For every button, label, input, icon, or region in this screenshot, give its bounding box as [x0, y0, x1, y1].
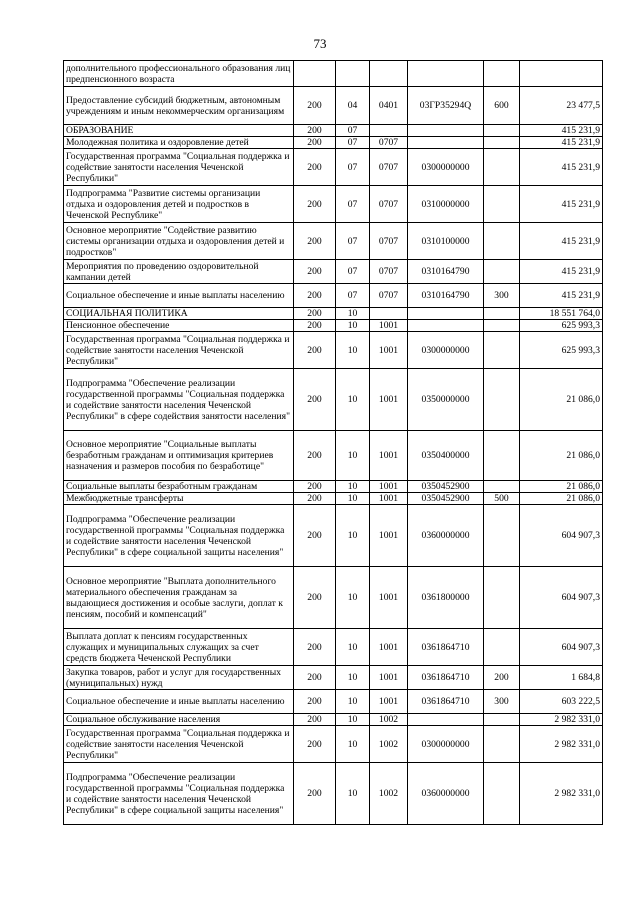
cell-section-code: 10	[336, 431, 370, 481]
cell-amount: 415 231,9	[520, 223, 603, 260]
budget-table	[63, 60, 603, 825]
cell-subsection-code: 1002	[370, 726, 408, 763]
cell-section-code: 07	[336, 284, 370, 308]
cell-amount: 415 231,9	[520, 149, 603, 186]
cell-name: Основное мероприятие "Выплата дополнительного материального обеспечения гражданам за выдающиеся достижения и особые заслуги, доплат к пенсиям, пособий и компенсаций"	[64, 567, 294, 629]
cell-section-code: 10	[336, 493, 370, 505]
cell-expense-type	[484, 260, 520, 284]
cell-ministry-code: 200	[294, 149, 336, 186]
cell-ministry-code: 200	[294, 308, 336, 320]
cell-target-article: 0350452900	[408, 481, 484, 493]
cell-amount: 23 477,5	[520, 87, 603, 125]
table-row	[64, 149, 603, 186]
cell-target-article: 0300000000	[408, 726, 484, 763]
table-row	[64, 505, 603, 567]
cell-ministry-code: 200	[294, 714, 336, 726]
cell-ministry-code: 200	[294, 690, 336, 714]
cell-ministry-code: 200	[294, 629, 336, 666]
table-row	[64, 567, 603, 629]
cell-subsection-code: 1001	[370, 690, 408, 714]
cell-ministry-code	[294, 61, 336, 87]
cell-ministry-code: 200	[294, 369, 336, 431]
cell-target-article: 0350400000	[408, 431, 484, 481]
cell-section-code: 10	[336, 690, 370, 714]
cell-ministry-code: 200	[294, 726, 336, 763]
table-row	[64, 137, 603, 149]
cell-name: Пенсионное обеспечение	[64, 320, 294, 332]
cell-section-code: 10	[336, 666, 370, 690]
cell-ministry-code: 200	[294, 186, 336, 223]
cell-section-code: 07	[336, 149, 370, 186]
cell-target-article	[408, 137, 484, 149]
cell-expense-type	[484, 61, 520, 87]
cell-subsection-code: 0707	[370, 284, 408, 308]
cell-ministry-code: 200	[294, 763, 336, 825]
cell-expense-type	[484, 125, 520, 137]
cell-section-code: 10	[336, 369, 370, 431]
cell-amount: 415 231,9	[520, 137, 603, 149]
cell-subsection-code	[370, 125, 408, 137]
cell-subsection-code: 1001	[370, 493, 408, 505]
cell-target-article	[408, 308, 484, 320]
cell-target-article: 0360000000	[408, 763, 484, 825]
table-row	[64, 320, 603, 332]
cell-amount: 604 907,3	[520, 505, 603, 567]
cell-name: Подпрограмма "Развитие системы организации отдыха и оздоровления детей и подростков в Чеченской Республике"	[64, 186, 294, 223]
table-row	[64, 714, 603, 726]
cell-name: Предоставление субсидий бюджетным, автономным учреждениям и иным некоммерческим организациям	[64, 87, 294, 125]
cell-amount: 625 993,3	[520, 320, 603, 332]
cell-ministry-code: 200	[294, 666, 336, 690]
cell-ministry-code: 200	[294, 87, 336, 125]
cell-expense-type	[484, 137, 520, 149]
table-row	[64, 125, 603, 137]
cell-target-article: 03ГР35294Q	[408, 87, 484, 125]
cell-expense-type	[484, 629, 520, 666]
cell-section-code: 10	[336, 505, 370, 567]
table-row	[64, 61, 603, 87]
cell-amount: 2 982 331,0	[520, 763, 603, 825]
cell-expense-type	[484, 726, 520, 763]
cell-amount: 21 086,0	[520, 431, 603, 481]
cell-amount: 415 231,9	[520, 260, 603, 284]
cell-amount: 415 231,9	[520, 186, 603, 223]
cell-name: Государственная программа "Социальная поддержка и содействие занятости населения Чеченской Республики"	[64, 149, 294, 186]
cell-expense-type	[484, 320, 520, 332]
cell-name: Социальное обеспечение и иные выплаты населению	[64, 690, 294, 714]
cell-name: Межбюджетные трансферты	[64, 493, 294, 505]
cell-name: Основное мероприятие "Содействие развитию системы организации отдыха и оздоровления детей и подростков"	[64, 223, 294, 260]
cell-expense-type: 200	[484, 666, 520, 690]
cell-subsection-code: 1001	[370, 481, 408, 493]
cell-ministry-code: 200	[294, 431, 336, 481]
cell-subsection-code: 0707	[370, 149, 408, 186]
cell-section-code: 04	[336, 87, 370, 125]
cell-expense-type	[484, 369, 520, 431]
cell-expense-type	[484, 308, 520, 320]
cell-name: дополнительного профессионального образования лиц предпенсионного возраста	[64, 61, 294, 87]
cell-name: СОЦИАЛЬНАЯ ПОЛИТИКА	[64, 308, 294, 320]
cell-subsection-code	[370, 61, 408, 87]
table-row	[64, 284, 603, 308]
cell-name: Молодежная политика и оздоровление детей	[64, 137, 294, 149]
cell-expense-type	[484, 223, 520, 260]
cell-subsection-code: 1002	[370, 714, 408, 726]
cell-target-article: 0310000000	[408, 186, 484, 223]
cell-target-article: 0361864710	[408, 690, 484, 714]
cell-target-article	[408, 714, 484, 726]
cell-expense-type	[484, 186, 520, 223]
cell-ministry-code: 200	[294, 493, 336, 505]
cell-amount: 604 907,3	[520, 629, 603, 666]
cell-amount: 415 231,9	[520, 125, 603, 137]
cell-subsection-code: 0707	[370, 260, 408, 284]
cell-ministry-code: 200	[294, 505, 336, 567]
cell-subsection-code: 1001	[370, 666, 408, 690]
cell-ministry-code: 200	[294, 320, 336, 332]
cell-subsection-code: 1001	[370, 369, 408, 431]
table-row	[64, 629, 603, 666]
cell-target-article: 0350000000	[408, 369, 484, 431]
cell-ministry-code: 200	[294, 223, 336, 260]
cell-amount: 2 982 331,0	[520, 714, 603, 726]
cell-ministry-code: 200	[294, 567, 336, 629]
cell-subsection-code: 0707	[370, 223, 408, 260]
table-row	[64, 332, 603, 369]
table-row	[64, 186, 603, 223]
cell-amount: 2 982 331,0	[520, 726, 603, 763]
table-row	[64, 223, 603, 260]
cell-section-code: 10	[336, 714, 370, 726]
cell-name: Подпрограмма "Обеспечение реализации государственной программы "Социальная поддержка и содействие занятости населения Чеченской Республики" в сфере социальной защиты населения"	[64, 763, 294, 825]
cell-name: Социальные выплаты безработным гражданам	[64, 481, 294, 493]
cell-amount: 21 086,0	[520, 493, 603, 505]
cell-expense-type	[484, 763, 520, 825]
cell-expense-type	[484, 481, 520, 493]
cell-target-article: 0300000000	[408, 332, 484, 369]
cell-section-code: 10	[336, 567, 370, 629]
cell-subsection-code: 0707	[370, 137, 408, 149]
cell-amount: 604 907,3	[520, 567, 603, 629]
cell-section-code	[336, 61, 370, 87]
cell-section-code: 10	[336, 481, 370, 493]
cell-section-code: 07	[336, 260, 370, 284]
cell-name: Социальное обеспечение и иные выплаты населению	[64, 284, 294, 308]
table-row	[64, 431, 603, 481]
cell-subsection-code	[370, 308, 408, 320]
cell-subsection-code: 0707	[370, 186, 408, 223]
cell-target-article: 0350452900	[408, 493, 484, 505]
table-row	[64, 763, 603, 825]
cell-expense-type	[484, 567, 520, 629]
cell-target-article: 0310100000	[408, 223, 484, 260]
cell-expense-type: 300	[484, 690, 520, 714]
cell-subsection-code: 1001	[370, 567, 408, 629]
cell-target-article	[408, 61, 484, 87]
table-row	[64, 726, 603, 763]
page-number: 73	[313, 36, 327, 51]
cell-ministry-code: 200	[294, 284, 336, 308]
cell-amount: 625 993,3	[520, 332, 603, 369]
cell-expense-type: 600	[484, 87, 520, 125]
cell-target-article	[408, 125, 484, 137]
cell-target-article: 0300000000	[408, 149, 484, 186]
table-row	[64, 369, 603, 431]
cell-section-code: 07	[336, 137, 370, 149]
cell-section-code: 10	[336, 726, 370, 763]
cell-name: Подпрограмма "Обеспечение реализации государственной программы "Социальная поддержка и содействие занятости населения Чеченской Республики" в сфере содействия занятости населения"	[64, 369, 294, 431]
cell-ministry-code: 200	[294, 481, 336, 493]
cell-name: Социальное обслуживание населения	[64, 714, 294, 726]
cell-expense-type: 300	[484, 284, 520, 308]
cell-amount: 21 086,0	[520, 369, 603, 431]
budget-table-body	[64, 61, 603, 825]
cell-ministry-code: 200	[294, 332, 336, 369]
table-row	[64, 308, 603, 320]
cell-expense-type	[484, 332, 520, 369]
cell-amount: 18 551 764,0	[520, 308, 603, 320]
cell-target-article: 0361864710	[408, 666, 484, 690]
cell-section-code: 10	[336, 332, 370, 369]
cell-expense-type: 500	[484, 493, 520, 505]
cell-amount	[520, 61, 603, 87]
cell-name: Государственная программа "Социальная поддержка и содействие занятости населения Чеченской Республики"	[64, 726, 294, 763]
cell-name: Подпрограмма "Обеспечение реализации государственной программы "Социальная поддержка и содействие занятости населения Чеченской Республики" в сфере социальной защиты населения"	[64, 505, 294, 567]
cell-section-code: 10	[336, 763, 370, 825]
cell-target-article: 0310164790	[408, 260, 484, 284]
cell-subsection-code: 1001	[370, 332, 408, 369]
cell-subsection-code: 0401	[370, 87, 408, 125]
cell-section-code: 07	[336, 125, 370, 137]
cell-name: Государственная программа "Социальная поддержка и содействие занятости населения Чеченской Республики"	[64, 332, 294, 369]
cell-subsection-code: 1002	[370, 763, 408, 825]
cell-name: Мероприятия по проведению оздоровительной кампании детей	[64, 260, 294, 284]
table-row	[64, 481, 603, 493]
cell-amount: 415 231,9	[520, 284, 603, 308]
cell-amount: 603 222,5	[520, 690, 603, 714]
cell-section-code: 10	[336, 308, 370, 320]
cell-subsection-code: 1001	[370, 629, 408, 666]
cell-section-code: 10	[336, 320, 370, 332]
table-row	[64, 260, 603, 284]
cell-subsection-code: 1001	[370, 431, 408, 481]
cell-target-article: 0361800000	[408, 567, 484, 629]
cell-target-article: 0310164790	[408, 284, 484, 308]
cell-ministry-code: 200	[294, 260, 336, 284]
cell-target-article	[408, 320, 484, 332]
cell-target-article: 0360000000	[408, 505, 484, 567]
cell-section-code: 07	[336, 186, 370, 223]
table-row	[64, 493, 603, 505]
cell-amount: 1 684,8	[520, 666, 603, 690]
cell-expense-type	[484, 714, 520, 726]
cell-ministry-code: 200	[294, 137, 336, 149]
table-row	[64, 87, 603, 125]
cell-amount: 21 086,0	[520, 481, 603, 493]
cell-expense-type	[484, 149, 520, 186]
cell-subsection-code: 1001	[370, 505, 408, 567]
cell-name: ОБРАЗОВАНИЕ	[64, 125, 294, 137]
cell-name: Выплата доплат к пенсиям государственных служащих и муниципальных служащих за счет средств бюджета Чеченской Республики	[64, 629, 294, 666]
cell-expense-type	[484, 431, 520, 481]
cell-name: Основное мероприятие "Социальные выплаты безработным гражданам и оптимизация критериев назначения и размеров пособия по безработице"	[64, 431, 294, 481]
table-row	[64, 690, 603, 714]
cell-ministry-code: 200	[294, 125, 336, 137]
table-row	[64, 666, 603, 690]
cell-name: Закупка товаров, работ и услуг для государственных (муниципальных) нужд	[64, 666, 294, 690]
cell-section-code: 10	[336, 629, 370, 666]
cell-expense-type	[484, 505, 520, 567]
cell-subsection-code: 1001	[370, 320, 408, 332]
cell-section-code: 07	[336, 223, 370, 260]
cell-target-article: 0361864710	[408, 629, 484, 666]
